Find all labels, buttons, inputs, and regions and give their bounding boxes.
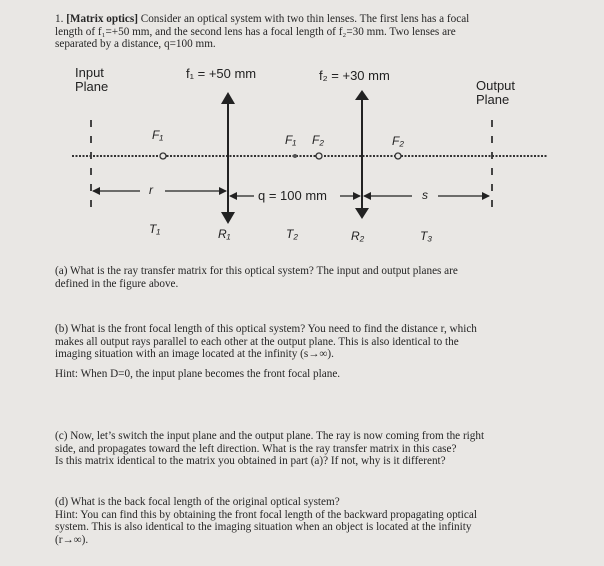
focal-point-F2-mid bbox=[316, 153, 322, 159]
question-c-line-3: Is this matrix identical to the matrix you obtained in part (a)? If not, why is it different? bbox=[55, 455, 446, 468]
question-a bbox=[55, 265, 575, 290]
question-a-line-1: (a) What is the ray transfer matrix for this optical system? The input and output planes are bbox=[55, 265, 458, 277]
label-T1: T₁ bbox=[149, 222, 161, 236]
label-q-distance: q = 100 mm bbox=[258, 188, 328, 203]
lens-1-focal-length: f₁ = +50 mm bbox=[186, 66, 257, 81]
label-T3: T₃ bbox=[420, 229, 433, 243]
question-d-line-3: system. This is also identical to the imaging situation when an object is located at the infinity bbox=[55, 521, 472, 534]
question-d-line-4: (r→∞). bbox=[55, 533, 89, 546]
label-R2: R₂ bbox=[351, 229, 365, 243]
intro-line-2: length of f₁=+50 mm, and the second lens has a focal length of f₂=30 mm. Two lenses are bbox=[55, 25, 456, 38]
label-T2: T₂ bbox=[286, 227, 298, 241]
intro-line-1: Consider an optical system with two thin lenses. The first lens has a focal bbox=[140, 13, 470, 25]
question-d bbox=[55, 496, 575, 546]
label-F2-mid: F₂ bbox=[312, 133, 324, 147]
output-plane-label bbox=[476, 79, 515, 107]
label-r: r bbox=[149, 183, 153, 197]
label-F1-left: F₁ bbox=[152, 128, 164, 142]
lens-1-top-arrow bbox=[221, 92, 235, 104]
label-F2-right: F₂ bbox=[392, 134, 404, 148]
question-d-line-1: (d) What is the back focal length of the original optical system? bbox=[55, 496, 340, 508]
question-c-line-1: (c) Now, let’s switch the input plane and the output plane. The ray is now coming from the right bbox=[55, 430, 485, 442]
input-plane-label-line-2: Plane bbox=[75, 79, 109, 94]
input-plane-label bbox=[75, 66, 108, 94]
question-b bbox=[55, 323, 575, 380]
dimension-r-arrow-right bbox=[219, 187, 227, 195]
lens-1-bottom-arrow bbox=[221, 212, 235, 224]
dimension-r-arrow-left bbox=[92, 187, 100, 195]
question-a-line-2: defined in the figure above. bbox=[55, 277, 179, 290]
question-b-hint: Hint: When D=0, the input plane becomes the front focal plane. bbox=[55, 367, 341, 380]
label-s: s bbox=[422, 188, 428, 202]
dimension-q-arrow-left bbox=[229, 192, 237, 200]
problem-title: [Matrix optics] bbox=[66, 13, 138, 25]
optical-system-diagram bbox=[0, 0, 604, 250]
question-c bbox=[55, 430, 575, 468]
label-F1-mid: F₁ bbox=[285, 133, 297, 147]
lens-2-top-arrow bbox=[355, 90, 369, 100]
dimension-s-arrow-right bbox=[482, 192, 490, 200]
intro-line-3: separated by a distance, q=100 mm. bbox=[55, 38, 216, 51]
question-b-line-3: imaging situation with an image located at the infinity (s→∞). bbox=[55, 348, 334, 361]
lens-2-focal-length: f₂ = +30 mm bbox=[319, 68, 390, 83]
lens-2-bottom-arrow bbox=[355, 208, 369, 219]
question-d-line-2: Hint: You can find this by obtaining the front focal length of the backward propagating optical bbox=[55, 508, 477, 521]
input-plane-label-line-1: Input bbox=[75, 65, 104, 80]
dimension-q-arrow-right bbox=[353, 192, 361, 200]
label-R1: R₁ bbox=[218, 227, 231, 241]
focal-point-F1-left bbox=[160, 153, 166, 159]
dimension-s-arrow-left bbox=[363, 192, 371, 200]
question-c-line-2: side, and propagates toward the left direction. What is the ray transfer matrix in this case? bbox=[55, 442, 457, 455]
output-plane-label-line-2: Plane bbox=[476, 92, 510, 107]
question-b-line-2: makes all output rays parallel to each other at the output plane. This is also identical to the bbox=[55, 335, 459, 348]
output-plane-label-line-1: Output bbox=[476, 78, 516, 93]
problem-number: 1. bbox=[55, 13, 64, 25]
question-b-line-1: (b) What is the front focal length of this optical system? You need to find the distance r, which bbox=[55, 323, 477, 335]
focal-point-F2-right bbox=[395, 153, 401, 159]
focal-point-F1-mid bbox=[293, 154, 297, 158]
